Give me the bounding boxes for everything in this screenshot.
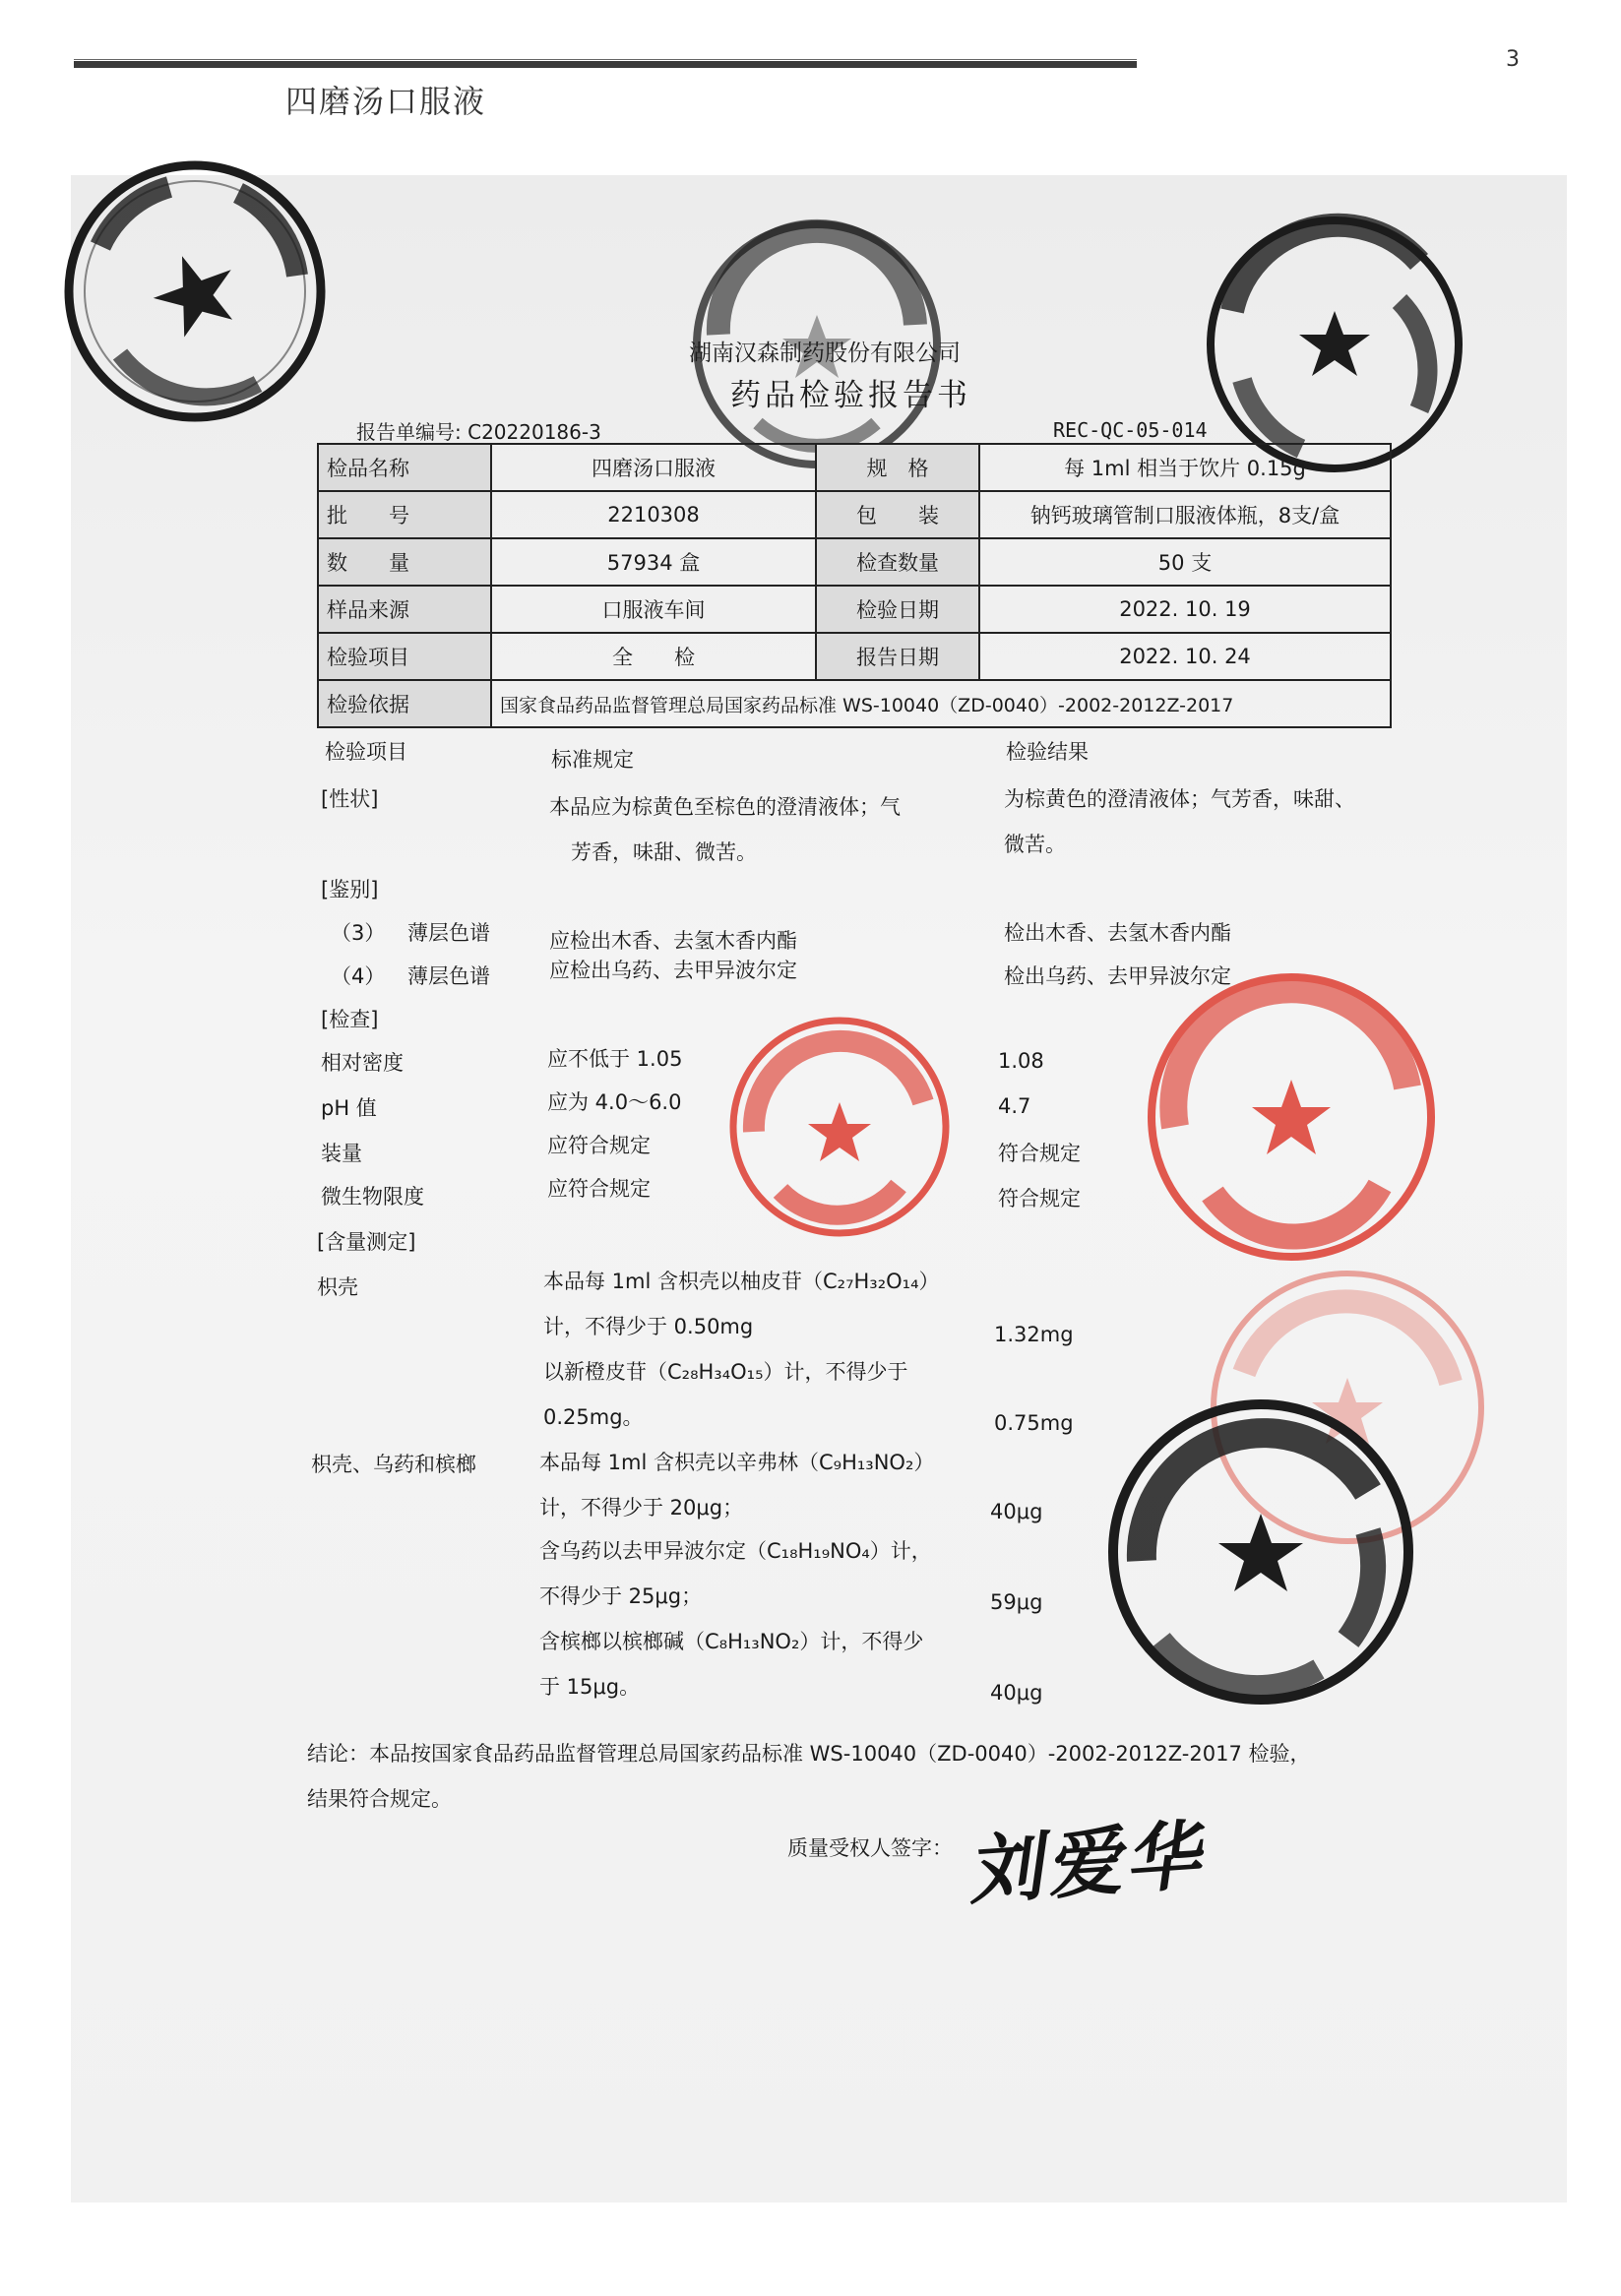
multi-name: 枳壳、乌药和槟榔 [311,1453,476,1476]
sample-qty-label: 检查数量 [816,538,979,586]
zhiqiao-name: 枳壳 [317,1275,358,1299]
ph-result: 4.7 [998,1094,1031,1118]
table-row [318,538,1391,586]
stamp-red-small [726,1014,953,1240]
table-row [318,491,1391,538]
tlc4-standard: 应检出乌药、去甲异波尔定 [549,959,797,982]
multi-standard-line1: 本品每 1ml 含枳壳以辛弗林（C₉H₁₃NO₂） [539,1451,935,1474]
multi-result-3: 40μg [990,1681,1043,1705]
conclusion-line1: 结论：本品按国家食品药品监督管理总局国家药品标准 WS-10040（ZD-0040）-2002-2012Z-2017 检验， [307,1742,1311,1766]
product-name-label: 检品名称 [318,444,491,491]
stamp-top-left [61,157,329,425]
micro-name: 微生物限度 [321,1185,424,1209]
item: 全 检 [491,633,816,680]
density-standard: 应不低于 1.05 [547,1047,683,1071]
ph-name: pH 值 [321,1096,377,1120]
fill-name: 装量 [321,1142,362,1165]
form-code: REC-QC-05-014 [1053,418,1208,442]
zhiqiao-result-1: 1.32mg [994,1323,1074,1346]
micro-result: 符合规定 [998,1187,1081,1210]
results-header-result: 检验结果 [1006,740,1089,764]
spec-label: 规 格 [816,444,979,491]
multi-result-1: 40μg [990,1500,1043,1523]
signature: 刘爱华 [967,1810,1216,1915]
tlc3-number: （3） [331,921,386,945]
batch-label: 批 号 [318,491,491,538]
package-label: 包 装 [816,491,979,538]
fill-result: 符合规定 [998,1142,1081,1165]
exam-title: [检查] [321,1008,379,1031]
character-standard-line2: 芳香，味甜、微苦。 [571,840,757,864]
item-label: 检验项目 [318,633,491,680]
tlc4-number: （4） [331,964,386,988]
identify-title: [鉴别] [321,878,379,901]
report-number-label: 报告单编号: [356,420,462,444]
table-row [318,586,1391,633]
stamp-red-large [1144,969,1439,1265]
tlc3-result: 检出木香、去氢木香内酯 [1004,921,1231,945]
test-date-label: 检验日期 [816,586,979,633]
stamp-top-right [1203,213,1466,476]
source-label: 样品来源 [318,586,491,633]
results-header-item: 检验项目 [325,740,407,764]
fill-standard: 应符合规定 [547,1134,651,1157]
report-title: 药品检验报告书 [730,378,971,413]
sample-qty: 50 支 [979,538,1391,586]
multi-standard-line2: 计，不得少于 20μg； [539,1496,744,1520]
zhiqiao-standard-line4: 0.25mg。 [543,1405,644,1429]
assay-title: [含量测定] [317,1230,416,1254]
tlc4-result: 检出乌药、去甲异波尔定 [1004,964,1231,988]
product-name: 四磨汤口服液 [491,444,816,491]
info-table [317,443,1392,728]
table-row [318,633,1391,680]
table-row [318,444,1391,491]
ph-standard: 应为 4.0～6.0 [547,1090,682,1114]
character-standard-line1: 本品应为棕黄色至棕色的澄清液体；气 [549,795,901,819]
stamp-bottom-right [1102,1394,1419,1710]
page-number: 3 [1506,47,1520,72]
signature-label: 质量受权人签字： [787,1836,953,1860]
header-bar [74,61,1137,68]
density-name: 相对密度 [321,1051,404,1075]
report-date: 2022. 10. 24 [979,633,1391,680]
report-number [356,416,601,445]
tlc3-name: 薄层色谱 [407,921,490,945]
micro-standard: 应符合规定 [547,1177,651,1201]
multi-standard-line5: 含槟榔以槟榔碱（C₈H₁₃NO₂）计，不得少 [539,1630,924,1653]
character-title: [性状] [321,787,379,811]
quantity: 57934 盒 [491,538,816,586]
basis-label: 检验依据 [318,680,491,727]
tlc4-name: 薄层色谱 [407,964,490,988]
table-row [318,680,1391,727]
quantity-label: 数 量 [318,538,491,586]
test-date: 2022. 10. 19 [979,586,1391,633]
spec: 每 1ml 相当于饮片 0.15g [979,444,1391,491]
document-header: 四磨汤口服液 [285,83,487,120]
multi-result-2: 59μg [990,1590,1043,1614]
zhiqiao-standard-line1: 本品每 1ml 含枳壳以柚皮苷（C₂₇H₃₂O₁₄） [543,1270,940,1293]
results-header-standard: 标准规定 [551,748,634,772]
zhiqiao-standard-line2: 计，不得少于 0.50mg [543,1315,754,1338]
multi-standard-line4: 不得少于 25μg； [539,1584,703,1608]
multi-standard-line3: 含乌药以去甲异波尔定（C₁₈H₁₉NO₄）计， [539,1539,932,1563]
report-date-label: 报告日期 [816,633,979,680]
zhiqiao-standard-line3: 以新橙皮苷（C₂₈H₃₄O₁₅）计，不得少于 [543,1360,908,1384]
multi-standard-line6: 于 15μg。 [539,1675,641,1699]
company-name: 湖南汉森制药股份有限公司 [689,341,961,366]
basis: 国家食品药品监督管理总局国家药品标准 WS-10040（ZD-0040）-2002-2012Z-2017 [491,680,1391,727]
zhiqiao-result-2: 0.75mg [994,1411,1074,1435]
batch: 2210308 [491,491,816,538]
character-result-line1: 为棕黄色的澄清液体；气芳香，味甜、 [1004,787,1355,811]
density-result: 1.08 [998,1049,1044,1073]
character-result-line2: 微苦。 [1004,833,1066,856]
divider [74,59,1137,60]
tlc3-standard: 应检出木香、去氢木香内酯 [549,929,797,953]
source: 口服液车间 [491,586,816,633]
conclusion-line2: 结果符合规定。 [307,1787,452,1811]
report-number-value: C20220186-3 [468,420,601,444]
package: 钠钙玻璃管制口服液体瓶，8支/盒 [979,491,1391,538]
